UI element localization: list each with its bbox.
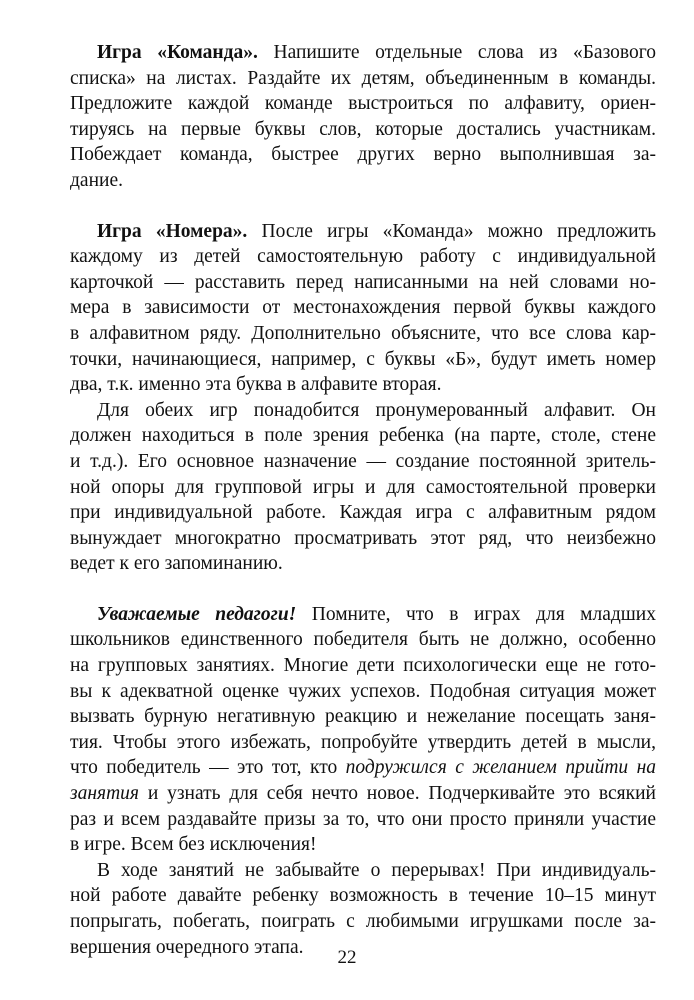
paragraph-line: дание.: [70, 169, 123, 191]
text-column: [70, 40, 656, 960]
section-heading: Уважаемые педагоги!: [97, 603, 297, 625]
paragraph-line: вынуждает многократно просматривать этот ряд, что неизбежно: [70, 527, 656, 549]
paragraph-line: два, т.к. именно эта буква в алфавите вторая.: [70, 374, 442, 396]
paragraph-line: попрыгать, побегать, поиграть с любимыми игрушками после за-: [70, 911, 656, 932]
text-span: и узнать для себя нечто новое. Подчеркивайте это всякий: [139, 783, 656, 805]
paragraph-line: и т.д.). Его основное назначение — создание постоянной зритель-: [70, 450, 656, 472]
paragraph-line: карточкой — расставить перед написанными на ней словами но-: [70, 271, 656, 293]
paragraph-line: Для обеих игр понадобится пронумерованный алфавит. Он: [97, 399, 656, 421]
section-heading: Игра «Команда».: [97, 42, 258, 63]
section-heading: Игра «Номера».: [97, 220, 248, 242]
emphasis-text: занятия: [70, 783, 139, 805]
paragraph-line: мера в зависимости от местонахождения первой буквы каждого: [70, 297, 656, 319]
paragraph-line: ной опоры для групповой игры и для самостоятельной проверки: [70, 476, 656, 498]
paragraph-line: раз и всем раздавайте призы за то, что они просто приняли участие: [70, 808, 656, 830]
paragraph-line: должен находиться в поле зрения ребенка (на парте, столе, стене: [70, 425, 656, 447]
emphasis-text: подружился с желанием прийти на: [345, 757, 657, 779]
text-span: После игры «Команда» можно предложить: [247, 220, 656, 242]
text-span: Помните, что в играх для младших: [296, 603, 656, 625]
paragraph-line: каждому из детей самостоятельную работу с индивидуальной: [70, 246, 656, 268]
paragraph-line: в игре. Всем без исключения!: [70, 834, 317, 856]
text-span: Напишите отдельные слова из «Базового: [257, 42, 656, 63]
paragraph-line: [70, 219, 656, 245]
paragraph-line: В ходе занятий не забывайте о перерывах! При индивидуаль-: [97, 859, 656, 881]
page-number: 22: [337, 947, 357, 968]
paragraph-line: вызвать бурную негативную реакцию и нежелание посещать заня-: [70, 706, 656, 728]
text-span: что победитель — это тот, кто: [70, 757, 346, 779]
paragraph-line: ной работе давайте ребенку возможность в течение 10–15 минут: [70, 885, 656, 907]
section-gap: [70, 577, 656, 602]
paragraph-line: школьников единственного победителя быть не должно, особенно: [70, 629, 656, 651]
paragraph-line: Побеждает команда, быстрее других верно выполнившая за-: [70, 144, 656, 166]
paragraph-line: вершения очередного этапа.: [70, 936, 304, 958]
paragraph-line: в алфавитном ряду. Дополнительно объясните, что все слова кар-: [70, 322, 656, 344]
paragraph-line: Предложите каждой команде выстроиться по алфавиту, ориен-: [70, 93, 656, 115]
section-gap: [70, 194, 656, 219]
paragraph-line: при индивидуальной работе. Каждая игра с алфавитным рядом: [70, 502, 656, 524]
paragraph-line: [70, 781, 656, 807]
paragraph-line: тируясь на первые буквы слов, которые достались участникам.: [70, 118, 656, 140]
paragraph-line: ведет к его запоминанию.: [70, 553, 283, 575]
paragraph-line: [70, 755, 656, 781]
paragraph-line: точки, начинающиеся, например, с буквы «Б», будут иметь номер: [70, 348, 656, 370]
paragraph-line: тия. Чтобы этого избежать, попробуйте утвердить детей в мысли,: [70, 731, 656, 753]
paragraph-line: списка» на листах. Раздайте их детям, объединенным в команды.: [70, 67, 656, 89]
paragraph-line: [70, 40, 656, 66]
paragraph-line: на групповых занятиях. Многие дети психологически еще не гото-: [70, 655, 656, 677]
paragraph-line: вы к адекватной оценке чужих успехов. Подобная ситуация может: [70, 680, 656, 702]
paragraph-line: [70, 602, 656, 628]
